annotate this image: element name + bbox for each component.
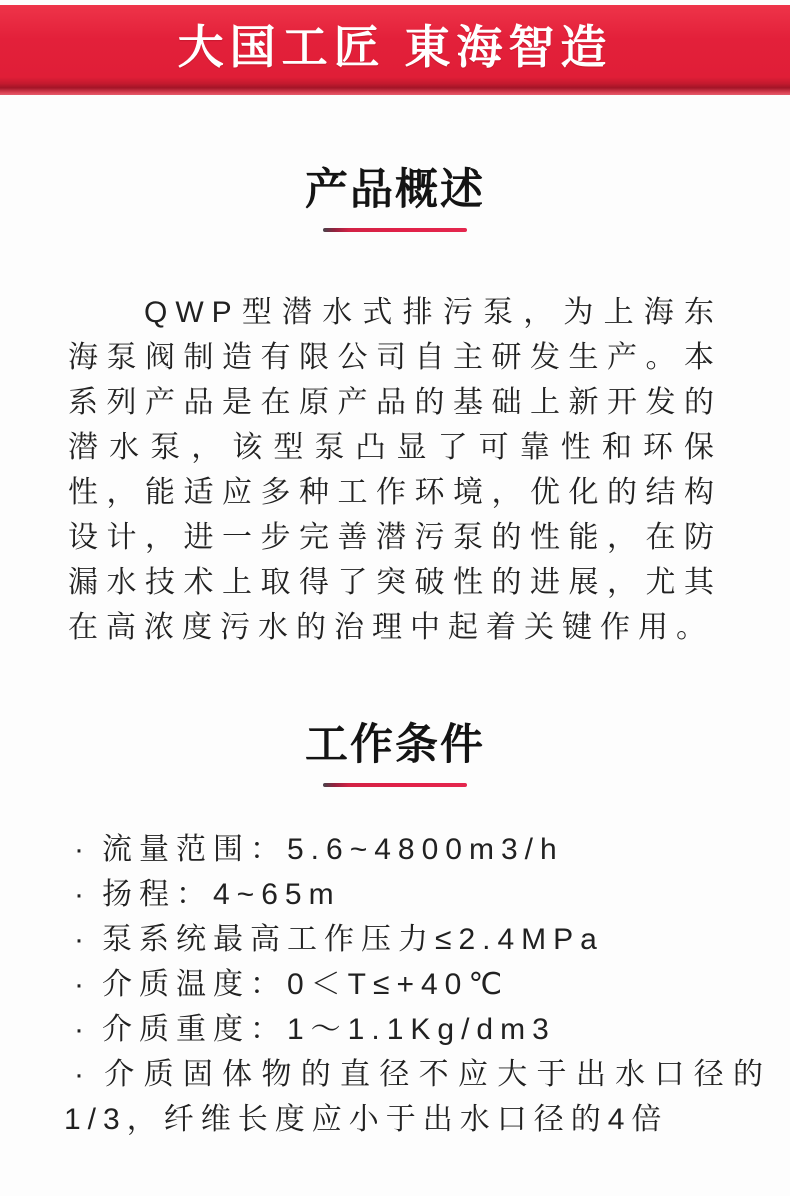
conditions-list <box>0 827 790 1142</box>
bullet-dot-icon: · <box>74 1058 84 1091</box>
condition-item-medium-temperature <box>64 962 770 1007</box>
condition-text: 扬程：4~65m <box>102 878 341 911</box>
condition-item-max-pressure <box>64 917 770 962</box>
condition-text: 泵系统最高工作压力≤2.4MPa <box>102 923 604 956</box>
condition-item-medium-density <box>64 1007 770 1052</box>
overview-title: 产品概述 <box>305 166 485 214</box>
bullet-dot-icon: · <box>74 923 84 956</box>
bullet-dot-icon: · <box>74 1013 84 1046</box>
conditions-title: 工作条件 <box>305 721 485 769</box>
condition-text: 流量范围：5.6~4800m3/h <box>102 833 564 866</box>
condition-text: 介质温度：0＜T≤+40℃ <box>102 968 510 1001</box>
section-overview <box>0 165 790 650</box>
header-banner <box>0 5 790 95</box>
title-underline <box>323 228 467 232</box>
section-working-conditions <box>0 720 790 1142</box>
overview-paragraph: QWP型潜水式排污泵，为上海东海泵阀制造有限公司自主研发生产。本系列产品是在原产品的基础上新开发的潜水泵，该型泵凸显了可靠性和环保性，能适应多种工作环境，优化的结构设计，进一步完善潜污泵的性能，在防漏水技术上取得了突破性的进展，尤其在高浓度污水的治理中起着关键作用。 <box>68 296 722 644</box>
condition-text: 介质固体物的直径不应大于出水口径的1/3，纤维长度应小于出水口径的4倍 <box>64 1058 770 1136</box>
banner-title: 大国工匠 東海智造 <box>177 21 613 73</box>
bullet-dot-icon: · <box>74 878 84 911</box>
title-underline <box>323 783 467 787</box>
condition-text: 介质重度：1～1.1Kg/dm3 <box>102 1013 556 1046</box>
condition-item-flow-range <box>64 827 770 872</box>
bullet-dot-icon: · <box>74 968 84 1001</box>
bullet-dot-icon: · <box>74 833 84 866</box>
condition-item-solids-size <box>64 1052 770 1142</box>
condition-item-head <box>64 872 770 917</box>
